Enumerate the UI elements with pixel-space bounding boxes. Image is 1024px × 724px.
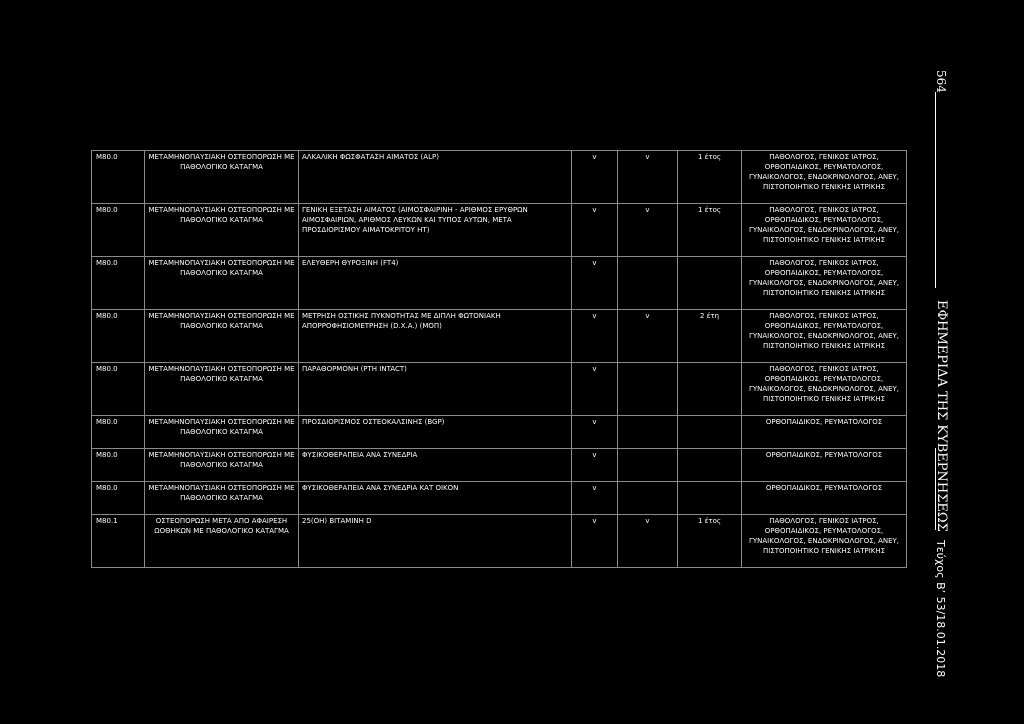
mark-col-2 [618,257,678,310]
specialties: ΠΑΘΟΛΟΓΟΣ, ΓΕΝΙΚΟΣ ΙΑΤΡΟΣ, ΟΡΘΟΠΑΙΔΙΚΟΣ, ΡΕΥΜΑΤΟΛΟΓΟΣ, ΓΥΝΑΙΚΟΛΟΓΟΣ, ΕΝΔΟΚΡΙΝΟΛΟΓΟΣ, ΑΝΕΥ, ΠΙΣΤΟΠΟΙΗΤΙΚΟ ΓΕΝΙΚΗΣ ΙΑΤΡΙΚΗΣ [742,363,907,416]
frequency [678,416,742,449]
mark-col-1: v [572,416,618,449]
exam-name: ΑΛΚΑΛΙΚΗ ΦΩΣΦΑΤΑΣΗ ΑΙΜΑΤΟΣ (ALP) [299,151,572,204]
specialties: ΟΡΘΟΠΑΙΔΙΚΟΣ, ΡΕΥΜΑΤΟΛΟΓΟΣ [742,482,907,515]
frequency [678,482,742,515]
exams-table-body [92,151,907,568]
exam-name: ΦΥΣΙΚΟΘΕΡΑΠΕΙΑ ΑΝΑ ΣΥΝΕΔΡΙΑ [299,449,572,482]
frequency: 1 έτος [678,515,742,568]
table-row [92,257,907,310]
icd-code: M80.1 [92,515,145,568]
frequency: 1 έτος [678,151,742,204]
specialties: ΟΡΘΟΠΑΙΔΙΚΟΣ, ΡΕΥΜΑΤΟΛΟΓΟΣ [742,449,907,482]
frequency: 2 έτη [678,310,742,363]
mark-col-1: v [572,257,618,310]
journal-title: ΕΦΗΜΕΡΙΔΑ ΤΗΣ ΚΥΒΕΡΝΗΣΕΩΣ [934,300,949,532]
icd-code: M80.0 [92,310,145,363]
frequency: 1 έτος [678,204,742,257]
exams-table [91,150,907,568]
mark-col-2 [618,416,678,449]
table-row [92,310,907,363]
page-number: 564 [934,70,948,93]
specialties: ΠΑΘΟΛΟΓΟΣ, ΓΕΝΙΚΟΣ ΙΑΤΡΟΣ, ΟΡΘΟΠΑΙΔΙΚΟΣ, ΡΕΥΜΑΤΟΛΟΓΟΣ, ΓΥΝΑΙΚΟΛΟΓΟΣ, ΕΝΔΟΚΡΙΝΟΛΟΓΟΣ, ΑΝΕΥ, ΠΙΣΤΟΠΟΙΗΤΙΚΟ ΓΕΝΙΚΗΣ ΙΑΤΡΙΚΗΣ [742,257,907,310]
issue-reference: Τεύχος Β’ 53/18.01.2018 [934,540,947,678]
frequency [678,363,742,416]
diagnosis: ΜΕΤΑΜΗΝΟΠΑΥΣΙΑΚΗ ΟΣΤΕΟΠΟΡΩΣΗ ΜΕ ΠΑΘΟΛΟΓΙΚΟ ΚΑΤΑΓΜΑ [145,363,299,416]
icd-code: M80.0 [92,204,145,257]
specialties: ΠΑΘΟΛΟΓΟΣ, ΓΕΝΙΚΟΣ ΙΑΤΡΟΣ, ΟΡΘΟΠΑΙΔΙΚΟΣ, ΡΕΥΜΑΤΟΛΟΓΟΣ, ΓΥΝΑΙΚΟΛΟΓΟΣ, ΕΝΔΟΚΡΙΝΟΛΟΓΟΣ, ΑΝΕΥ, ΠΙΣΤΟΠΟΙΗΤΙΚΟ ΓΕΝΙΚΗΣ ΙΑΤΡΙΚΗΣ [742,310,907,363]
table-row [92,515,907,568]
icd-code: M80.0 [92,482,145,515]
icd-code: M80.0 [92,449,145,482]
diagnosis: ΜΕΤΑΜΗΝΟΠΑΥΣΙΑΚΗ ΟΣΤΕΟΠΟΡΩΣΗ ΜΕ ΠΑΘΟΛΟΓΙΚΟ ΚΑΤΑΓΜΑ [145,482,299,515]
exam-name: ΠΡΟΣΔΙΟΡΙΣΜΟΣ ΟΣΤΕΟΚΑΛΣΙΝΗΣ (BGP) [299,416,572,449]
margin-rule-top [935,92,936,288]
exam-name: ΕΛΕΥΘΕΡΗ ΘΥΡΟΞΙΝΗ (FT4) [299,257,572,310]
exam-name: 25(OH) ΒΙΤΑΜΙΝΗ D [299,515,572,568]
specialties: ΠΑΘΟΛΟΓΟΣ, ΓΕΝΙΚΟΣ ΙΑΤΡΟΣ, ΟΡΘΟΠΑΙΔΙΚΟΣ, ΡΕΥΜΑΤΟΛΟΓΟΣ, ΓΥΝΑΙΚΟΛΟΓΟΣ, ΕΝΔΟΚΡΙΝΟΛΟΓΟΣ, ΑΝΕΥ, ΠΙΣΤΟΠΟΙΗΤΙΚΟ ΓΕΝΙΚΗΣ ΙΑΤΡΙΚΗΣ [742,204,907,257]
exam-name: ΦΥΣΙΚΟΘΕΡΑΠΕΙΑ ΑΝΑ ΣΥΝΕΔΡΙΑ ΚΑΤ ΟΙΚΟΝ [299,482,572,515]
diagnosis: ΜΕΤΑΜΗΝΟΠΑΥΣΙΑΚΗ ΟΣΤΕΟΠΟΡΩΣΗ ΜΕ ΠΑΘΟΛΟΓΙΚΟ ΚΑΤΑΓΜΑ [145,449,299,482]
mark-col-1: v [572,151,618,204]
mark-col-2: v [618,204,678,257]
mark-col-1: v [572,515,618,568]
specialties: ΠΑΘΟΛΟΓΟΣ, ΓΕΝΙΚΟΣ ΙΑΤΡΟΣ, ΟΡΘΟΠΑΙΔΙΚΟΣ, ΡΕΥΜΑΤΟΛΟΓΟΣ, ΓΥΝΑΙΚΟΛΟΓΟΣ, ΕΝΔΟΚΡΙΝΟΛΟΓΟΣ, ΑΝΕΥ, ΠΙΣΤΟΠΟΙΗΤΙΚΟ ΓΕΝΙΚΗΣ ΙΑΤΡΙΚΗΣ [742,151,907,204]
mark-col-1: v [572,310,618,363]
mark-col-2: v [618,515,678,568]
table-row [92,363,907,416]
mark-col-2 [618,363,678,416]
mark-col-1: v [572,482,618,515]
icd-code: M80.0 [92,257,145,310]
mark-col-2 [618,482,678,515]
diagnosis: ΜΕΤΑΜΗΝΟΠΑΥΣΙΑΚΗ ΟΣΤΕΟΠΟΡΩΣΗ ΜΕ ΠΑΘΟΛΟΓΙΚΟ ΚΑΤΑΓΜΑ [145,416,299,449]
mark-col-2 [618,449,678,482]
table-row [92,449,907,482]
diagnosis: ΜΕΤΑΜΗΝΟΠΑΥΣΙΑΚΗ ΟΣΤΕΟΠΟΡΩΣΗ ΜΕ ΠΑΘΟΛΟΓΙΚΟ ΚΑΤΑΓΜΑ [145,310,299,363]
table-row [92,416,907,449]
diagnosis: ΟΣΤΕΟΠΟΡΩΣΗ ΜΕΤΑ ΑΠΟ ΑΦΑΙΡΕΣΗ ΩΟΘΗΚΩΝ ΜΕ ΠΑΘΟΛΟΓΙΚΟ ΚΑΤΑΓΜΑ [145,515,299,568]
mark-col-1: v [572,449,618,482]
mark-col-2: v [618,151,678,204]
mark-col-1: v [572,204,618,257]
specialties: ΠΑΘΟΛΟΓΟΣ, ΓΕΝΙΚΟΣ ΙΑΤΡΟΣ, ΟΡΘΟΠΑΙΔΙΚΟΣ, ΡΕΥΜΑΤΟΛΟΓΟΣ, ΓΥΝΑΙΚΟΛΟΓΟΣ, ΕΝΔΟΚΡΙΝΟΛΟΓΟΣ, ΑΝΕΥ, ΠΙΣΤΟΠΟΙΗΤΙΚΟ ΓΕΝΙΚΗΣ ΙΑΤΡΙΚΗΣ [742,515,907,568]
frequency [678,257,742,310]
specialties: ΟΡΘΟΠΑΙΔΙΚΟΣ, ΡΕΥΜΑΤΟΛΟΓΟΣ [742,416,907,449]
table-row [92,204,907,257]
exam-name: ΜΕΤΡΗΣΗ ΟΣΤΙΚΗΣ ΠΥΚΝΟΤΗΤΑΣ ΜΕ ΔΙΠΛΗ ΦΩΤΟΝΙΑΚΗ ΑΠΟΡΡΟΦΗΣΙΟΜΕΤΡΗΣΗ (D.X.A.) (ΜΟΠ) [299,310,572,363]
diagnosis: ΜΕΤΑΜΗΝΟΠΑΥΣΙΑΚΗ ΟΣΤΕΟΠΟΡΩΣΗ ΜΕ ΠΑΘΟΛΟΓΙΚΟ ΚΑΤΑΓΜΑ [145,204,299,257]
icd-code: M80.0 [92,416,145,449]
mark-col-2: v [618,310,678,363]
mark-col-1: v [572,363,618,416]
table-row [92,482,907,515]
frequency [678,449,742,482]
exam-name: ΓΕΝΙΚΗ ΕΞΕΤΑΣΗ ΑΙΜΑΤΟΣ (ΑΙΜΟΣΦΑΙΡΙΝΗ - ΑΡΙΘΜΟΣ ΕΡΥΘΡΩΝ ΑΙΜΟΣΦΑΙΡΙΩΝ, ΑΡΙΘΜΟΣ ΛΕΥΚΩΝ ΚΑΙ ΤΥΠΟΣ ΑΥΤΩΝ, ΜΕΤΑ ΠΡΟΣΔΙΟΡΙΣΜΟΥ ΑΙΜΑΤΟΚΡΙΤΟΥ HT) [299,204,572,257]
icd-code: M80.0 [92,151,145,204]
diagnosis: ΜΕΤΑΜΗΝΟΠΑΥΣΙΑΚΗ ΟΣΤΕΟΠΟΡΩΣΗ ΜΕ ΠΑΘΟΛΟΓΙΚΟ ΚΑΤΑΓΜΑ [145,151,299,204]
icd-code: M80.0 [92,363,145,416]
table-row [92,151,907,204]
diagnosis: ΜΕΤΑΜΗΝΟΠΑΥΣΙΑΚΗ ΟΣΤΕΟΠΟΡΩΣΗ ΜΕ ΠΑΘΟΛΟΓΙΚΟ ΚΑΤΑΓΜΑ [145,257,299,310]
exam-name: ΠΑΡΑΘΟΡΜΟΝΗ (PTH INTACT) [299,363,572,416]
